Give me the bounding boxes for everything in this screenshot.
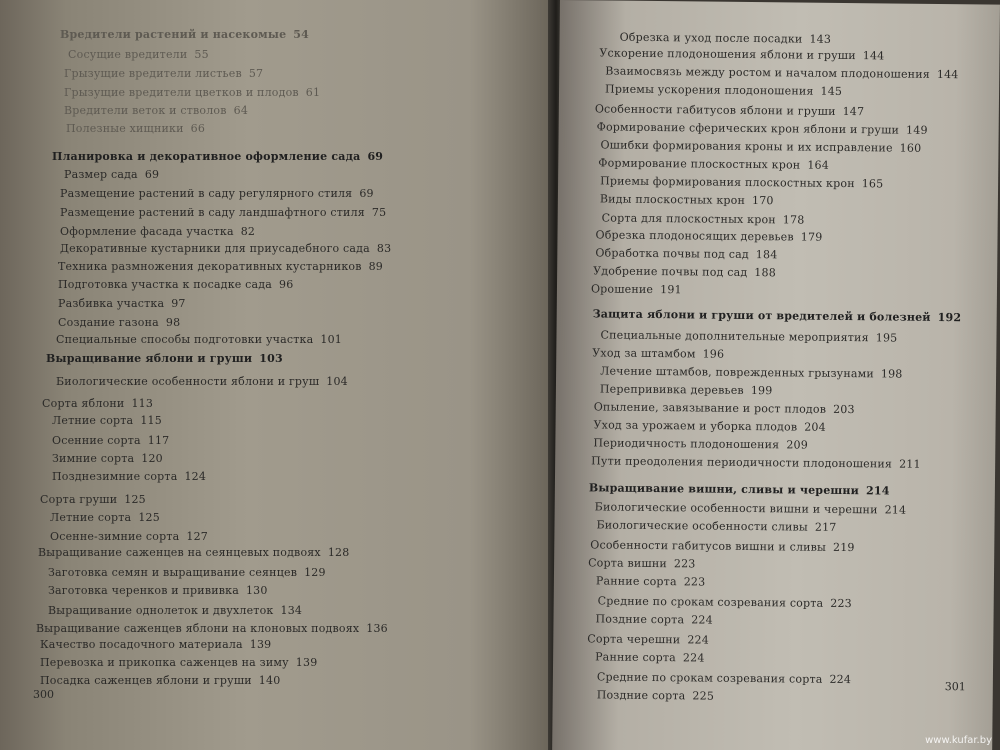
entry-title: Защита яблони и груши от вредителей и болезней	[592, 307, 931, 324]
entry-title: Сорта для плоскостных крон	[601, 211, 776, 227]
entry-title: Средние по срокам созревания сорта	[596, 670, 823, 686]
entry-title: Пути преодоления периодичности плодоношения	[591, 454, 893, 471]
entry-page-number: 124	[184, 470, 207, 483]
entry-page-number: 143	[809, 32, 832, 46]
right-toc-entry	[593, 418, 825, 433]
right-toc-entry	[595, 500, 907, 516]
entry-title: Сорта груши	[40, 493, 118, 506]
right-page-number: 301	[944, 680, 966, 694]
right-toc-entry	[591, 454, 921, 470]
entry-title: Уход за штамбом	[592, 346, 696, 361]
entry-title: Обработка почвы под сад	[595, 246, 749, 261]
entry-title: Размещение растений в саду регулярного стиля	[60, 187, 353, 200]
left-page-number: 300	[33, 688, 54, 701]
entry-title: Сорта вишни	[588, 556, 668, 571]
entry-page-number: 136	[366, 622, 388, 635]
left-toc-entry	[48, 584, 268, 597]
entry-page-number: 164	[807, 158, 830, 172]
left-toc-entry	[64, 168, 159, 181]
entry-page-number: 117	[147, 434, 170, 447]
entry-title: Специальные дополнительные мероприятия	[600, 328, 869, 345]
entry-title: Лечение штамбов, поврежденных грызунами	[600, 364, 874, 381]
entry-title: Ускорение плодоношения яблони и груши	[599, 46, 856, 63]
entry-page-number: 125	[124, 493, 146, 506]
entry-title: Летние сорта	[50, 511, 132, 524]
right-toc-entry	[600, 328, 897, 344]
entry-title: Заготовка черенков и прививка	[48, 584, 239, 597]
entry-title: Биологические особенности яблони и груш	[56, 375, 320, 388]
entry-page-number: 184	[755, 248, 778, 262]
entry-title: Обрезка и уход после посадки	[619, 30, 803, 46]
right-toc-entry	[595, 246, 777, 261]
right-toc-entry	[600, 382, 773, 397]
entry-title: Сорта яблони	[42, 397, 125, 410]
entry-title: Размещение растений в саду ландшафтного стиля	[60, 206, 365, 219]
entry-title: Опыление, завязывание и рост плодов	[593, 400, 827, 416]
right-toc-entry	[600, 174, 883, 190]
entry-page-number: 57	[248, 67, 264, 80]
entry-page-number: 104	[326, 375, 348, 388]
right-toc-entry	[600, 192, 774, 207]
entry-page-number: 160	[899, 141, 922, 155]
entry-page-number: 224	[682, 651, 705, 665]
entry-title: Поздние сорта	[596, 688, 686, 703]
entry-title: Поздние сорта	[595, 612, 685, 627]
entry-title: Особенности габитусов вишни и сливы	[590, 538, 827, 554]
left-toc-entry	[66, 122, 205, 135]
entry-page-number: 217	[814, 520, 837, 534]
left-toc-entry	[60, 206, 386, 219]
entry-page-number: 214	[865, 484, 890, 498]
entry-page-number: 203	[833, 402, 855, 417]
entry-page-number: 223	[683, 575, 706, 589]
entry-title: Сосущие вредители	[68, 48, 188, 61]
entry-page-number: 139	[295, 656, 318, 669]
entry-title: Выращивание однолеток и двухлеток	[48, 604, 274, 617]
right-toc-entry	[597, 120, 928, 136]
entry-page-number: 224	[691, 613, 713, 627]
entry-page-number: 113	[131, 397, 154, 410]
entry-page-number: 219	[832, 540, 855, 555]
entry-page-number: 64	[233, 104, 249, 117]
right-toc-entry	[620, 31, 832, 46]
entry-page-number: 147	[842, 104, 865, 119]
right-toc-entry	[595, 228, 822, 243]
right-toc-entry	[599, 46, 884, 62]
right-toc-entry	[587, 632, 709, 646]
left-toc-entry	[58, 297, 186, 310]
entry-page-number: 188	[754, 266, 777, 280]
entry-page-number: 103	[259, 352, 283, 365]
entry-page-number: 55	[194, 48, 209, 61]
entry-title: Вредители растений и насекомые	[60, 28, 287, 41]
entry-page-number: 209	[786, 438, 809, 452]
left-toc-entry	[50, 511, 160, 524]
entry-page-number: 69	[359, 187, 374, 200]
entry-page-number: 82	[240, 225, 256, 238]
entry-title: Планировка и декоративное оформление сада	[52, 150, 361, 163]
entry-page-number: 61	[305, 86, 321, 99]
right-toc-entry	[597, 688, 714, 702]
right-toc-entry	[598, 594, 852, 610]
entry-title: Средние по срокам созревания сорта	[597, 594, 824, 610]
right-toc-entry	[597, 670, 851, 686]
left-toc-entry	[38, 546, 349, 559]
entry-title: Создание газона	[58, 316, 159, 329]
entry-page-number: 170	[751, 194, 774, 208]
right-toc-entry	[600, 364, 903, 380]
right-toc-entry	[605, 64, 958, 81]
entry-title: Осенне-зимние сорта	[50, 530, 180, 543]
left-toc-entry	[40, 674, 280, 687]
entry-title: Качество посадочного материала	[40, 638, 243, 651]
entry-page-number: 165	[861, 177, 884, 191]
entry-page-number: 178	[782, 213, 805, 227]
left-toc-entry	[52, 470, 206, 483]
right-toc-entry	[595, 650, 705, 664]
entry-page-number: 199	[750, 384, 773, 398]
watermark: www.kufar.by	[925, 735, 992, 746]
entry-page-number: 211	[899, 457, 921, 471]
entry-page-number: 101	[320, 333, 342, 346]
left-toc-entry	[58, 278, 293, 291]
right-toc-entry	[595, 102, 865, 118]
entry-page-number: 198	[880, 367, 903, 381]
entry-page-number: 96	[279, 278, 294, 291]
right-toc-entry	[593, 436, 808, 451]
entry-page-number: 89	[368, 260, 384, 273]
entry-title: Выращивание вишни, сливы и черешни	[588, 481, 860, 498]
right-section-heading	[593, 307, 962, 324]
left-toc-entry	[48, 604, 302, 617]
entry-page-number: 192	[937, 310, 962, 325]
entry-title: Формирование сферических крон яблони и груши	[596, 120, 900, 137]
entry-title: Ранние сорта	[595, 574, 677, 589]
entry-title: Приемы формирования плоскостных крон	[600, 174, 855, 191]
left-toc-entry	[40, 493, 146, 506]
left-toc-entry	[60, 187, 374, 200]
left-toc-entry	[64, 104, 248, 117]
right-toc-entry	[594, 400, 855, 416]
entry-page-number: 195	[875, 331, 898, 345]
left-toc-entry	[40, 638, 271, 651]
entry-page-number: 224	[829, 672, 852, 687]
left-toc-entry	[58, 316, 180, 329]
right-page	[552, 0, 1000, 750]
entry-page-number: 125	[138, 511, 160, 524]
entry-title: Заготовка семян и выращивание сеянцев	[48, 566, 298, 579]
left-toc-entry	[56, 333, 342, 346]
entry-page-number: 66	[190, 122, 206, 135]
left-toc-entry	[52, 414, 162, 427]
entry-page-number: 98	[165, 316, 181, 329]
entry-page-number: 223	[673, 557, 696, 571]
entry-page-number: 196	[702, 347, 725, 361]
entry-title: Виды плоскостных крон	[599, 192, 746, 207]
entry-title: Осенние сорта	[52, 434, 141, 447]
right-toc-entry	[596, 518, 836, 534]
entry-title: Техника размножения декоративных кустарников	[58, 260, 362, 273]
entry-page-number: 145	[820, 84, 843, 98]
left-toc-entry	[42, 397, 153, 410]
entry-title: Особенности габитусов яблони и груши	[594, 102, 836, 118]
right-toc-entry	[591, 282, 682, 296]
entry-title: Размер сада	[64, 168, 138, 181]
left-toc-entry	[48, 566, 326, 579]
entry-page-number: 204	[804, 420, 826, 434]
entry-title: Разбивка участка	[58, 297, 165, 310]
left-toc-entry	[50, 530, 208, 543]
entry-page-number: 191	[660, 283, 682, 297]
entry-page-number: 130	[245, 584, 268, 597]
left-toc-entry	[68, 48, 209, 61]
left-toc-entry	[60, 242, 391, 255]
entry-title: Декоративные кустарники для приусадебного сада	[60, 242, 370, 255]
entry-page-number: 54	[293, 28, 310, 41]
entry-title: Выращивание саженцев яблони на клоновых подвоях	[36, 622, 360, 635]
right-toc-entry	[592, 346, 724, 360]
entry-title: Посадка саженцев яблони и груши	[40, 674, 252, 687]
entry-page-number: 129	[304, 566, 326, 579]
entry-title: Грызущие вредители цветков и плодов	[64, 86, 299, 99]
entry-title: Биологические особенности вишни и черешни	[594, 500, 878, 517]
entry-title: Полезные хищники	[66, 122, 184, 135]
left-toc-entry	[56, 375, 348, 388]
entry-title: Вредители веток и стволов	[64, 104, 227, 117]
entry-title: Перевозка и прикопка саженцев на зиму	[40, 656, 289, 669]
entry-title: Выращивание яблони и груши	[46, 352, 253, 365]
entry-page-number: 115	[140, 414, 162, 427]
left-toc-entry	[52, 452, 163, 465]
right-toc-entry	[596, 574, 706, 588]
entry-page-number: 97	[171, 297, 186, 310]
entry-title: Удобрение почвы под сад	[593, 264, 748, 279]
entry-title: Оформление фасада участка	[60, 225, 234, 238]
entry-title: Уход за урожаем и уборка плодов	[593, 418, 798, 434]
left-toc-entry	[58, 260, 383, 273]
entry-title: Грызущие вредители листьев	[64, 67, 242, 80]
entry-page-number: 149	[906, 123, 928, 137]
entry-page-number: 139	[249, 638, 272, 651]
entry-page-number: 75	[371, 206, 387, 219]
entry-title: Взаимосвязь между ростом и началом плодоношения	[605, 64, 930, 81]
entry-page-number: 69	[144, 168, 160, 181]
entry-title: Сорта черешни	[587, 632, 681, 647]
entry-page-number: 224	[687, 633, 710, 647]
entry-title: Ранние сорта	[595, 650, 677, 665]
entry-title: Орошение	[590, 282, 654, 296]
entry-title: Обрезка плодоносящих деревьев	[595, 228, 794, 244]
left-toc-entry	[64, 67, 263, 80]
entry-title: Периодичность плодоношения	[593, 436, 780, 452]
entry-page-number: 214	[884, 503, 907, 517]
left-toc-entry	[36, 622, 388, 635]
left-toc-entry	[52, 434, 169, 447]
entry-page-number: 134	[280, 604, 303, 617]
left-section-heading	[52, 150, 383, 163]
left-section-heading	[60, 28, 309, 41]
entry-title: Выращивание саженцев на сеянцевых подвоях	[38, 546, 321, 559]
entry-page-number: 179	[800, 230, 823, 244]
entry-page-number: 83	[376, 242, 392, 255]
left-toc-entry	[64, 86, 320, 99]
entry-page-number: 120	[141, 452, 163, 465]
entry-page-number: 225	[692, 689, 715, 703]
entry-title: Приемы ускорения плодоношения	[605, 82, 814, 98]
right-toc-entry	[595, 612, 712, 626]
right-toc-entry	[588, 556, 696, 570]
entry-title: Ошибки формирования кроны и их исправление	[600, 138, 893, 155]
right-toc-entry	[593, 264, 776, 279]
left-section-heading	[46, 352, 283, 365]
left-toc-entry	[60, 225, 255, 238]
entry-title: Перепрививка деревьев	[599, 382, 744, 397]
entry-title: Летние сорта	[52, 414, 134, 427]
entry-title: Зимние сорта	[52, 452, 135, 465]
entry-page-number: 69	[367, 150, 384, 163]
entry-title: Позднезимние сорта	[52, 470, 178, 483]
entry-title: Биологические особенности сливы	[596, 518, 808, 534]
entry-page-number: 140	[258, 674, 281, 687]
entry-title: Специальные способы подготовки участка	[56, 333, 314, 346]
right-section-heading	[589, 481, 890, 497]
right-toc-entry	[590, 538, 854, 554]
right-toc-entry	[605, 82, 842, 97]
entry-page-number: 128	[327, 546, 350, 559]
entry-page-number: 144	[862, 49, 885, 63]
right-toc-entry	[602, 211, 805, 226]
entry-title: Подготовка участка к посадке сада	[58, 278, 273, 291]
right-toc-entry	[600, 138, 921, 154]
left-toc-entry	[40, 656, 317, 669]
entry-page-number: 223	[830, 596, 852, 611]
entry-page-number: 127	[186, 530, 209, 543]
entry-page-number: 144	[936, 67, 959, 82]
entry-title: Формирование плоскостных крон	[598, 156, 801, 172]
right-toc-entry	[598, 156, 829, 171]
